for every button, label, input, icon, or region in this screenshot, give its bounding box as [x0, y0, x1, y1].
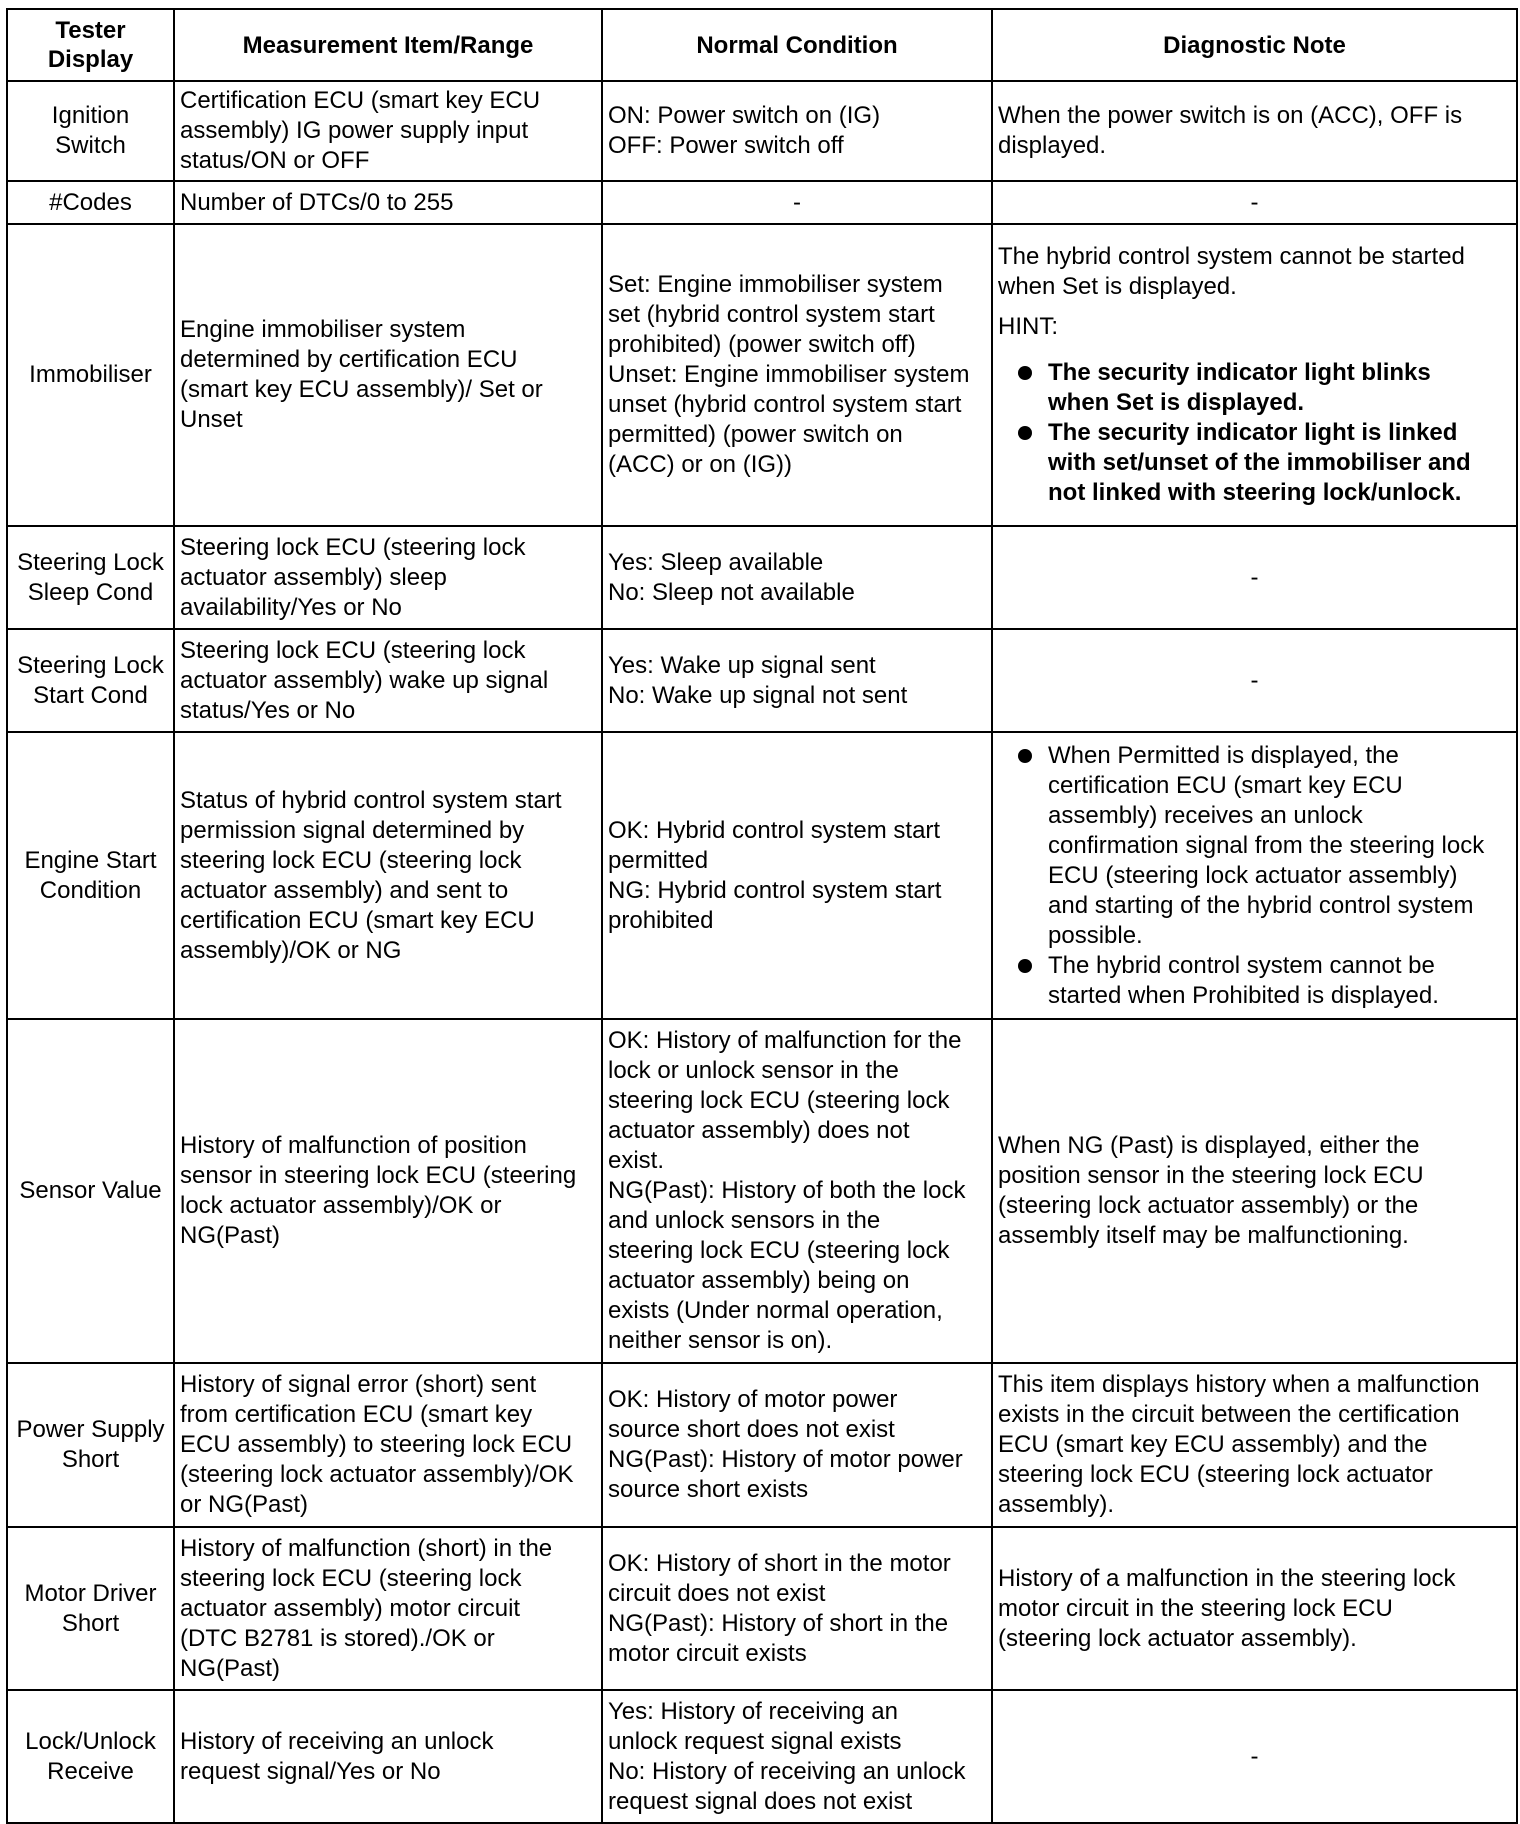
diagnostic-note-cell: -: [992, 181, 1517, 224]
tester-display-cell: Immobiliser: [7, 224, 174, 526]
hint-bullet-list: [998, 358, 1511, 508]
measurement-cell: Engine immobiliser system determined by certification ECU (smart key ECU assembly)/ Set or Unset: [174, 224, 602, 526]
diagnostic-note-cell: -: [992, 629, 1517, 732]
tester-display-cell: Motor Driver Short: [7, 1527, 174, 1690]
header-tester-display: Tester Display: [7, 9, 174, 81]
tester-display-cell: Steering Lock Start Cond: [7, 629, 174, 732]
normal-condition-cell: Yes: History of receiving an unlock request signal exists No: History of receiving an unlock request signal does not exist: [602, 1690, 992, 1823]
tester-display-cell: Sensor Value: [7, 1019, 174, 1363]
table-row: [7, 181, 1517, 224]
measurement-cell: History of malfunction (short) in the steering lock ECU (steering lock actuator assembly) motor circuit (DTC B2781 is stored)./OK or NG(Past): [174, 1527, 602, 1690]
bullet-icon: [1018, 366, 1032, 380]
tester-display-cell: #Codes: [7, 181, 174, 224]
header-normal-condition: Normal Condition: [602, 9, 992, 81]
list-item: The security indicator light is linked with set/unset of the immobiliser and not linked with steering lock/unlock.: [998, 418, 1511, 508]
bullet-icon: [1018, 959, 1032, 973]
table-row: [7, 81, 1517, 181]
tester-display-cell: Steering Lock Sleep Cond: [7, 526, 174, 629]
diagnostic-note-cell: -: [992, 1690, 1517, 1823]
list-item: When Permitted is displayed, the certification ECU (smart key ECU assembly) receives an unlock confirmation signal from the steering lock ECU (steering lock actuator assembly) and starting of the hybrid control system possible.: [998, 741, 1511, 951]
table-row: [7, 629, 1517, 732]
diagnostic-note-cell: [992, 732, 1517, 1019]
list-item: The hybrid control system cannot be started when Prohibited is displayed.: [998, 951, 1511, 1011]
table-row: [7, 1019, 1517, 1363]
measurement-cell: Steering lock ECU (steering lock actuator assembly) sleep availability/Yes or No: [174, 526, 602, 629]
measurement-cell: Certification ECU (smart key ECU assembly) IG power supply input status/ON or OFF: [174, 81, 602, 181]
diagnostic-table: [6, 8, 1518, 1824]
normal-condition-cell: Yes: Wake up signal sent No: Wake up signal not sent: [602, 629, 992, 732]
normal-condition-cell: ON: Power switch on (IG) OFF: Power switch off: [602, 81, 992, 181]
normal-condition-cell: OK: History of short in the motor circuit does not exist NG(Past): History of short in the motor circuit exists: [602, 1527, 992, 1690]
normal-condition-cell: -: [602, 181, 992, 224]
tester-display-cell: Ignition Switch: [7, 81, 174, 181]
normal-condition-cell: OK: Hybrid control system start permitted NG: Hybrid control system start prohibited: [602, 732, 992, 1019]
bullet-icon: [1018, 749, 1032, 763]
table-row: [7, 526, 1517, 629]
tester-display-cell: Power Supply Short: [7, 1363, 174, 1527]
normal-condition-cell: OK: History of malfunction for the lock or unlock sensor in the steering lock ECU (steering lock actuator assembly) does not exist. NG(Past): History of both the lock and unlock sensors in the steering lock ECU (steering lock actuator assembly) being on exists (Under normal operation, neither sensor is on).: [602, 1019, 992, 1363]
diagnostic-note-cell: When NG (Past) is displayed, either the position sensor in the steering lock ECU (steering lock actuator assembly) or the assembly itself may be malfunctioning.: [992, 1019, 1517, 1363]
diagnostic-note-cell: When the power switch is on (ACC), OFF is displayed.: [992, 81, 1517, 181]
tester-display-cell: Engine Start Condition: [7, 732, 174, 1019]
table-row: [7, 224, 1517, 526]
table-row: [7, 1363, 1517, 1527]
table-row: [7, 1527, 1517, 1690]
hint-label: HINT:: [998, 313, 1058, 340]
header-diagnostic-note: Diagnostic Note: [992, 9, 1517, 81]
measurement-cell: History of malfunction of position sensor in steering lock ECU (steering lock actuator assembly)/OK or NG(Past): [174, 1019, 602, 1363]
measurement-cell: Steering lock ECU (steering lock actuator assembly) wake up signal status/Yes or No: [174, 629, 602, 732]
note-bullet-list: [998, 741, 1511, 1011]
diagnostic-note-cell: [992, 224, 1517, 526]
diagnostic-note-cell: This item displays history when a malfunction exists in the circuit between the certification ECU (smart key ECU assembly) and the steering lock ECU (steering lock actuator assembly).: [992, 1363, 1517, 1527]
note-text: The hybrid control system cannot be started when Set is displayed.: [998, 243, 1465, 300]
normal-condition-cell: Set: Engine immobiliser system set (hybrid control system start prohibited) (power switch off) Unset: Engine immobiliser system unset (hybrid control system start permitted) (power switch on (ACC) or on (IG)): [602, 224, 992, 526]
list-item: The security indicator light blinks when Set is displayed.: [998, 358, 1511, 418]
diagnostic-note-cell: -: [992, 526, 1517, 629]
normal-condition-cell: OK: History of motor power source short does not exist NG(Past): History of motor power source short exists: [602, 1363, 992, 1527]
table-row: [7, 732, 1517, 1019]
measurement-cell: Number of DTCs/0 to 255: [174, 181, 602, 224]
measurement-cell: Status of hybrid control system start permission signal determined by steering lock ECU (steering lock actuator assembly) and sent to certification ECU (smart key ECU assembly)/OK or NG: [174, 732, 602, 1019]
normal-condition-cell: Yes: Sleep available No: Sleep not available: [602, 526, 992, 629]
table-row: [7, 1690, 1517, 1823]
bullet-icon: [1018, 426, 1032, 440]
header-measurement-item: Measurement Item/Range: [174, 9, 602, 81]
measurement-cell: History of signal error (short) sent from certification ECU (smart key ECU assembly) to steering lock ECU (steering lock actuator assembly)/OK or NG(Past): [174, 1363, 602, 1527]
tester-display-cell: Lock/Unlock Receive: [7, 1690, 174, 1823]
header-row: [7, 9, 1517, 81]
diagnostic-note-cell: History of a malfunction in the steering lock motor circuit in the steering lock ECU (steering lock actuator assembly).: [992, 1527, 1517, 1690]
measurement-cell: History of receiving an unlock request signal/Yes or No: [174, 1690, 602, 1823]
